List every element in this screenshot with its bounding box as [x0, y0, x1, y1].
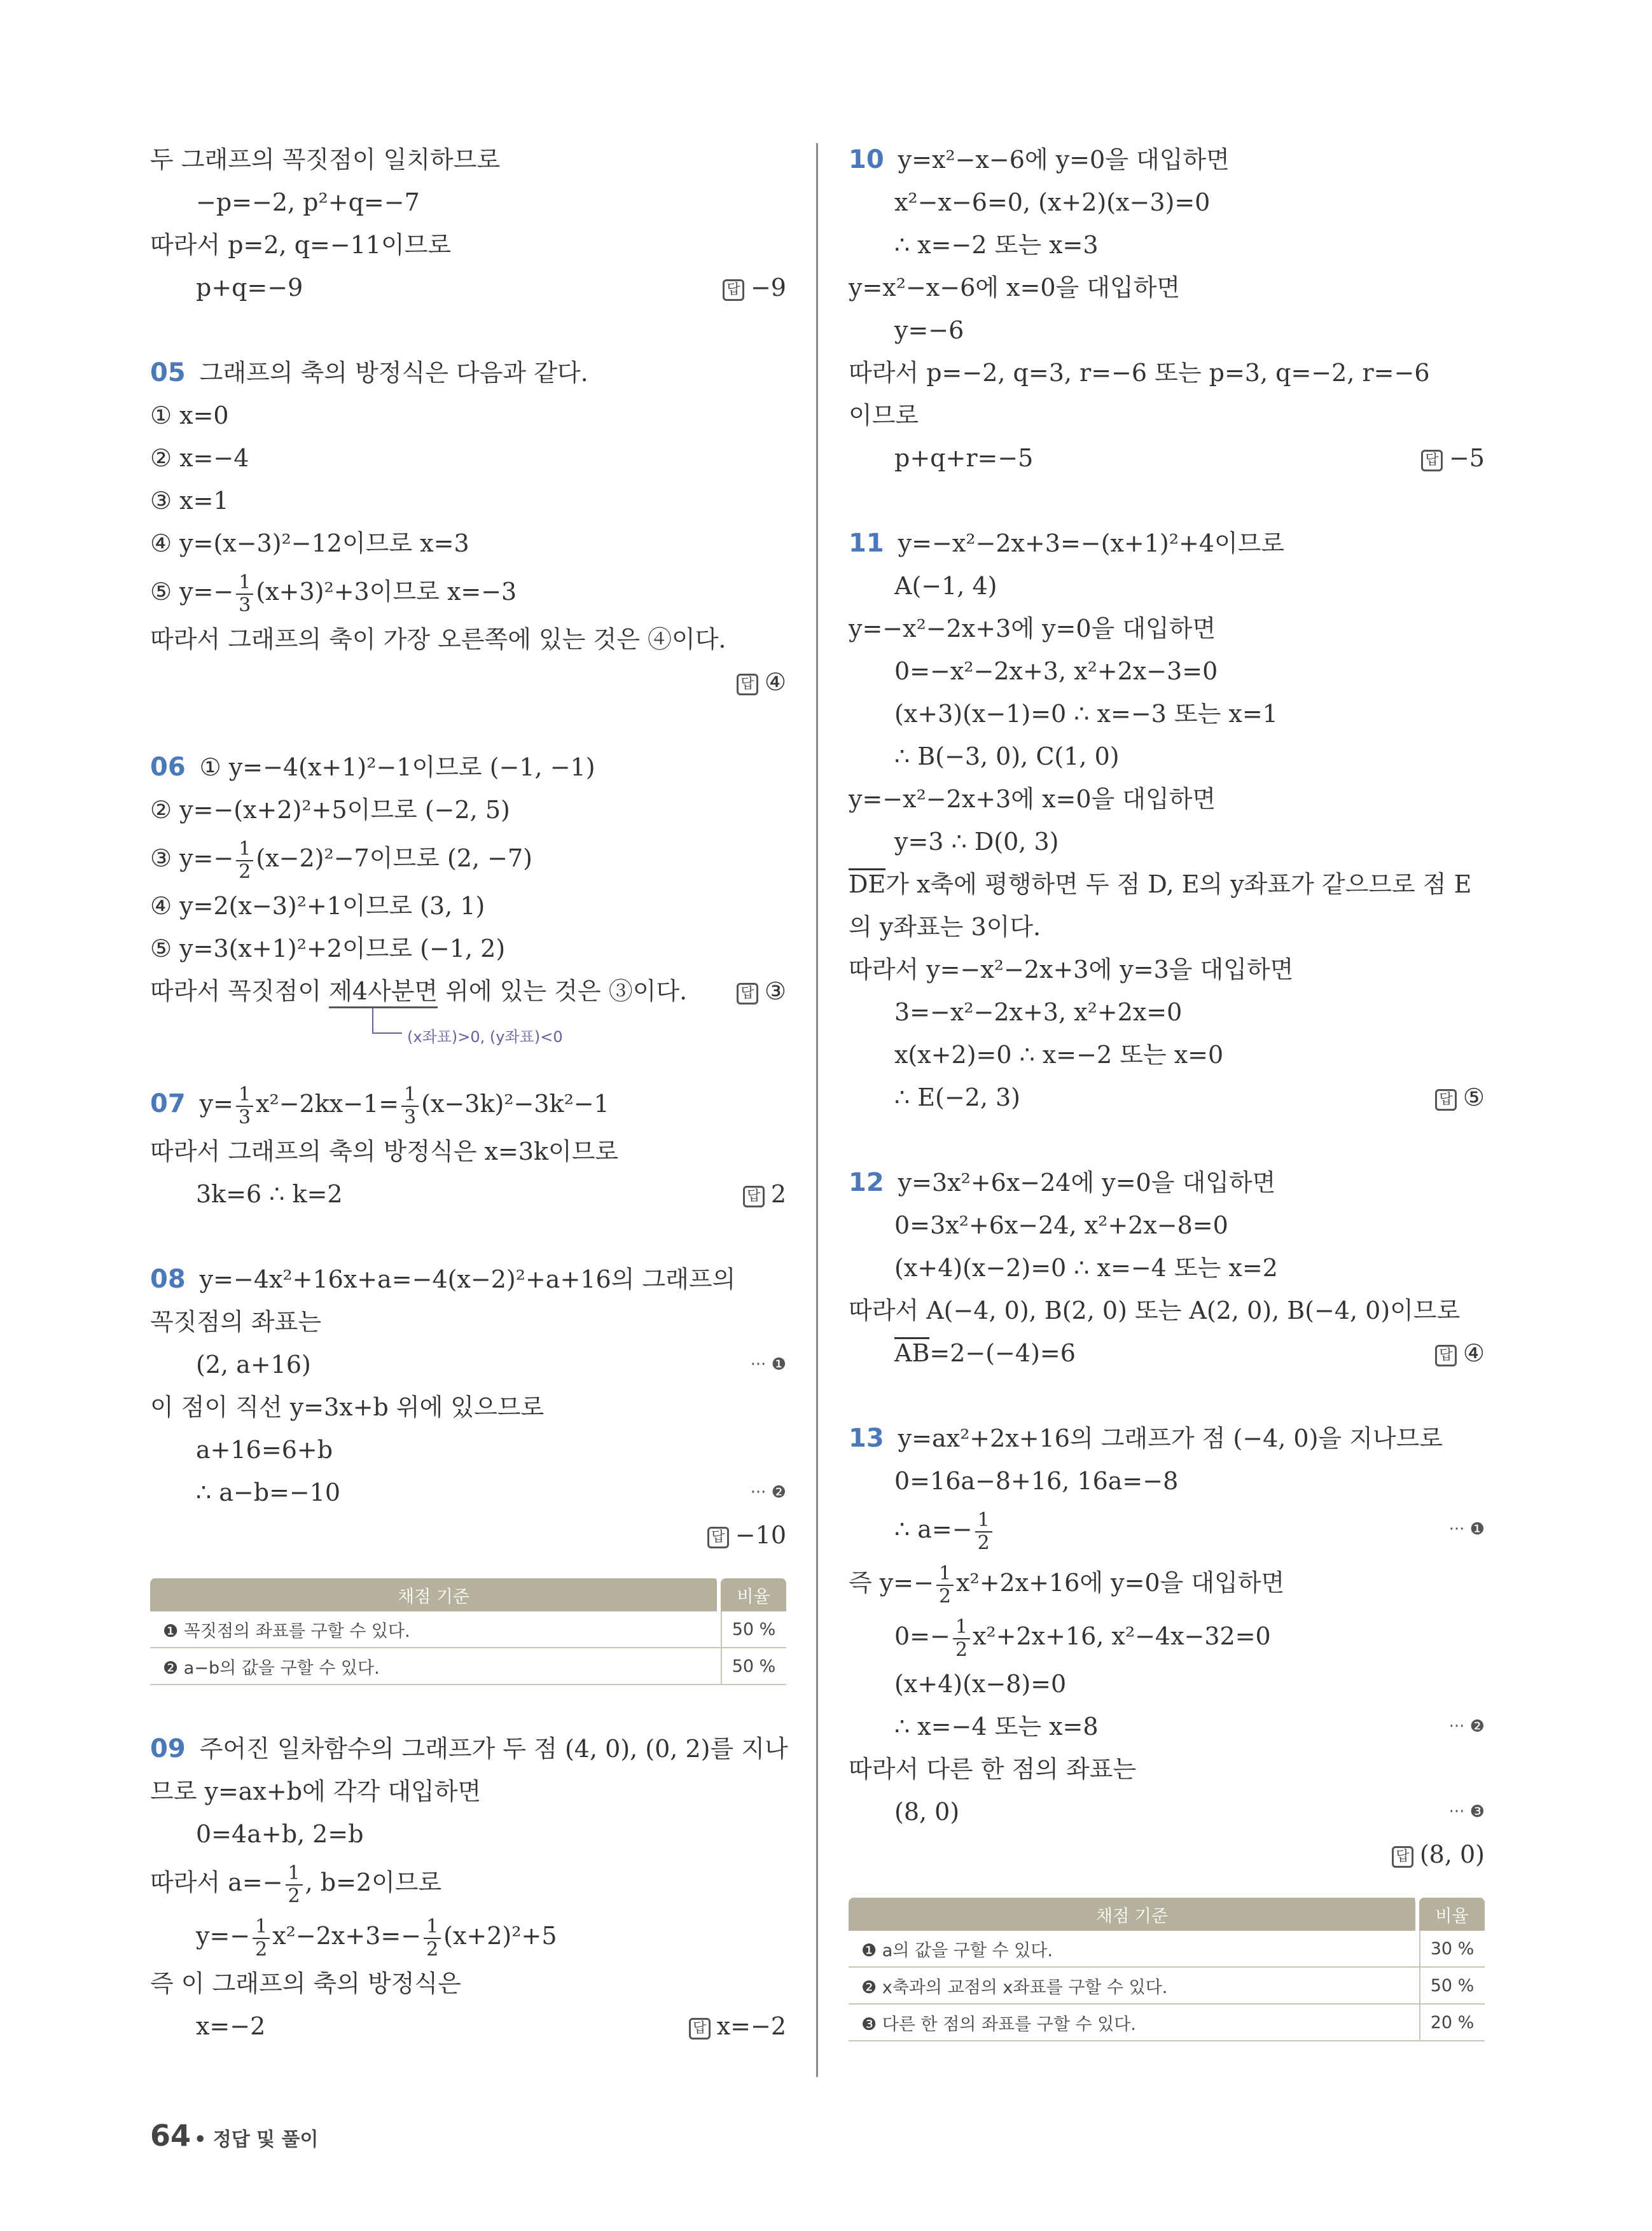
text: y=3x²+6x−24에 y=0을 대입하면: [898, 1169, 1276, 1197]
equation-line: [849, 1332, 1485, 1375]
equation-line: [849, 1609, 1485, 1663]
answer-mark-icon: 답: [737, 674, 758, 695]
column-divider: [816, 143, 818, 2077]
text: ∴ a=−: [894, 1515, 973, 1543]
problem-number: 05: [150, 358, 186, 387]
text-line: 따라서 p=−2, q=3, r=−6 또는 p=3, q=−2, r=−6: [849, 359, 1430, 387]
answer-mark-icon: 답: [737, 983, 758, 1004]
ratio: 50 %: [721, 1611, 786, 1648]
equation-line: y=−6: [894, 316, 964, 344]
fraction: [236, 572, 253, 616]
grading-table: [150, 1578, 786, 1685]
criterion: ❸ 다른 한 점의 좌표를 구할 수 있다.: [849, 2005, 1419, 2041]
answer: [743, 1173, 786, 1216]
fraction: [953, 1616, 970, 1661]
answer-value: −9: [750, 274, 786, 302]
answer-value: (8, 0): [1419, 1840, 1485, 1868]
text-line: y=−x²−2x+3에 y=0을 대입하면: [849, 615, 1216, 643]
problem-09: [150, 1728, 786, 1770]
answer-mark-icon: 답: [723, 279, 744, 301]
answer: [1392, 1833, 1485, 1876]
answer-value: x=−2: [716, 2012, 786, 2040]
text: (x+2)²+5: [443, 1922, 557, 1950]
text: x²−2kx−1=: [256, 1090, 399, 1118]
answer-mark-icon: 답: [707, 1527, 729, 1548]
answer: [723, 267, 786, 309]
text: 가 x축에 평행하면 두 점 D, E의 y좌표가 같으므로 점 E: [885, 870, 1472, 898]
criterion: ❶ 꼭짓점의 좌표를 구할 수 있다.: [150, 1611, 721, 1648]
problem-10: [849, 139, 1485, 181]
option-line: ④ y=2(x−3)²+1이므로 (3, 1): [150, 892, 485, 920]
ratio: 50 %: [1419, 1968, 1485, 2005]
option-line: ⑤ y=3(x+1)²+2이므로 (−1, 2): [150, 935, 506, 963]
problem-number: 09: [150, 1734, 186, 1763]
equation-text: (8, 0): [894, 1798, 960, 1826]
ratio-header: 비율: [1419, 1898, 1485, 1931]
numerator: 1: [424, 1916, 441, 1939]
equation-text: (2, a+16): [196, 1351, 311, 1379]
grading-header: 채점 기준: [150, 1578, 721, 1611]
criterion: ❷ x축과의 교점의 x좌표를 구할 수 있다.: [849, 1968, 1419, 2005]
fraction: [253, 1916, 270, 1961]
answer-value: ④: [764, 668, 786, 696]
equation-line: (x+4)(x−8)=0: [894, 1670, 1067, 1698]
text: ⑤ y=−: [150, 578, 234, 606]
table-row: [849, 1968, 1485, 2005]
option-line: ④ y=(x−3)²−12이므로 x=3: [150, 529, 469, 557]
equation-line: x²−x−6=0, (x+2)(x−3)=0: [894, 188, 1211, 216]
grading-table: [849, 1898, 1485, 2041]
step-marker: ··· ❷: [1448, 1717, 1485, 1736]
numerator: 1: [286, 1863, 303, 1886]
text: 따라서 a=−: [150, 1868, 283, 1896]
equation-line: a+16=6+b: [196, 1436, 333, 1464]
text: 주어진 일차함수의 그래프가 두 점 (4, 0), (0, 2)를 지나: [199, 1735, 788, 1763]
equation-line: [150, 1909, 786, 1963]
denominator: 2: [255, 1938, 268, 1961]
answer-mark-icon: 답: [1435, 1089, 1457, 1111]
option-line: ② y=−(x+2)²+5이므로 (−2, 5): [150, 796, 510, 824]
denominator: 2: [239, 860, 251, 883]
equation-line: [150, 267, 786, 309]
answer-line: [150, 661, 786, 704]
grading-header: 채점 기준: [849, 1898, 1419, 1931]
fraction: [286, 1863, 303, 1907]
equation-line: ∴ B(−3, 0), C(1, 0): [894, 742, 1120, 770]
answer: [707, 1514, 786, 1557]
text: (x−2)²−7이므로 (2, −7): [256, 844, 532, 872]
text: y=−x²−2x+3=−(x+1)²+4이므로: [898, 529, 1285, 557]
text: y=: [199, 1090, 233, 1118]
problem-number: 06: [150, 753, 186, 782]
numerator: 1: [953, 1616, 970, 1639]
answer: [737, 970, 786, 1013]
equation-text: ∴ x=−4 또는 x=8: [894, 1713, 1099, 1741]
denominator: 3: [239, 594, 251, 616]
text-line: 따라서 다른 한 점의 좌표는: [849, 1755, 1137, 1783]
equation-text: ∴ a−b=−10: [196, 1478, 341, 1506]
text: 즉 y=−: [849, 1569, 934, 1597]
footer-label: • 정답 및 풀이: [194, 2129, 319, 2151]
equation-text: 3k=6 ∴ k=2: [196, 1180, 343, 1208]
annotation-note: (x좌표)>0, (y좌표)<0: [407, 1028, 563, 1046]
fraction: [975, 1510, 992, 1554]
text: x²+2x+16에 y=0을 대입하면: [956, 1569, 1285, 1597]
criterion: ❷ a−b의 값을 구할 수 있다.: [150, 1648, 721, 1685]
text-line: 의 y좌표는 3이다.: [849, 913, 1041, 941]
answer-mark-icon: 답: [689, 2018, 711, 2040]
problem-number: 12: [849, 1168, 884, 1197]
table-row: [849, 1931, 1485, 1968]
option-line: [150, 565, 786, 618]
problem-08: [150, 1258, 786, 1301]
table-row: [849, 2005, 1485, 2041]
text: y=x²−x−6에 y=0을 대입하면: [898, 146, 1230, 174]
answer-value: −10: [735, 1521, 786, 1549]
answer: [737, 661, 786, 704]
text: y=−: [196, 1922, 251, 1950]
denominator: 2: [426, 1938, 439, 1961]
answer-value: ③: [764, 977, 786, 1005]
text-line: [849, 1556, 1485, 1609]
numerator: 1: [236, 1084, 253, 1107]
denominator: 3: [404, 1106, 417, 1129]
equation-line: (x+4)(x−2)=0 ∴ x=−4 또는 x=2: [894, 1254, 1278, 1282]
text-line: 즉 이 그래프의 축의 방정식은: [150, 1970, 461, 1998]
denominator: 2: [288, 1884, 300, 1907]
option-line: ③ x=1: [150, 487, 229, 515]
equation-line: A(−1, 4): [894, 572, 997, 600]
numerator: 1: [236, 838, 253, 861]
equation-line: 3=−x²−2x+3, x²+2x=0: [894, 998, 1183, 1026]
equation-line: 0=16a−8+16, 16a=−8: [894, 1467, 1179, 1495]
page-number: 64: [150, 2118, 191, 2153]
fraction: [236, 1084, 253, 1129]
option-line: [150, 831, 786, 885]
problem-number: 08: [150, 1265, 186, 1294]
note-bracket: [372, 1008, 402, 1034]
text: 위에 있는 것은 ③이다.: [438, 977, 688, 1005]
denominator: 2: [955, 1638, 968, 1661]
answer-line: [150, 1514, 786, 1557]
denominator: 2: [977, 1531, 990, 1554]
option-line: ② x=−4: [150, 444, 249, 472]
answer-value: 2: [770, 1180, 786, 1208]
text-line: 이므로: [849, 401, 919, 429]
text-line: 두 그래프의 꼭짓점이 일치하므로: [150, 146, 501, 174]
text: y=−4x²+16x+a=−4(x−2)²+a+16의 그래프의: [199, 1265, 736, 1293]
equation-line: ∴ x=−2 또는 x=3: [894, 231, 1099, 259]
step-marker: ··· ❸: [1448, 1802, 1485, 1821]
problem-12: [849, 1162, 1485, 1204]
equation-line: [849, 1503, 1485, 1556]
fraction: [936, 1563, 954, 1608]
problem-number: 13: [849, 1424, 884, 1453]
problem-06: [150, 746, 786, 789]
equation-line: [150, 1471, 786, 1514]
ratio: 20 %: [1419, 2005, 1485, 2041]
numerator: 1: [253, 1916, 270, 1939]
text: x²+2x+16, x²−4x−32=0: [972, 1622, 1271, 1650]
answer-mark-icon: 답: [1392, 1846, 1413, 1868]
text: 그래프의 축의 방정식은 다음과 같다.: [199, 359, 588, 387]
equation-text: p+q+r=−5: [894, 444, 1034, 472]
answer-value: ⑤: [1462, 1083, 1485, 1111]
problem-number: 10: [849, 145, 884, 174]
equation-line: (x+3)(x−1)=0 ∴ x=−3 또는 x=1: [894, 700, 1278, 728]
problem-11: [849, 522, 1485, 565]
equation-line: y=3 ∴ D(0, 3): [894, 828, 1059, 856]
answer-value: ④: [1462, 1339, 1485, 1367]
text-line: [849, 863, 1485, 906]
text: x²−2x+3=−: [272, 1922, 422, 1950]
equation-line: [849, 1791, 1485, 1833]
equation-line: [849, 437, 1485, 480]
text: (x−3k)²−3k²−1: [421, 1090, 609, 1118]
step-marker: ··· ❶: [1448, 1520, 1485, 1539]
numerator: 1: [236, 572, 253, 595]
problem-number: 07: [150, 1089, 186, 1118]
text-line: 따라서 그래프의 축이 가장 오른쪽에 있는 것은 ④이다.: [150, 625, 726, 653]
table-row: [150, 1611, 786, 1648]
step-marker: ··· ❷: [750, 1483, 786, 1502]
text: ③ y=−: [150, 844, 234, 872]
problem-number: 11: [849, 529, 884, 558]
answer-mark-icon: 답: [743, 1186, 765, 1207]
text-line: [150, 970, 786, 1013]
equation-line: [150, 1344, 786, 1386]
equation-line: 0=3x²+6x−24, x²+2x−8=0: [894, 1211, 1228, 1239]
text-line: [150, 1856, 786, 1909]
problem-07: [150, 1077, 786, 1130]
ratio: 50 %: [721, 1648, 786, 1685]
step-marker: ··· ❶: [750, 1355, 786, 1374]
equation-line: −p=−2, p²+q=−7: [196, 188, 420, 216]
text: 따라서 꼭짓점이: [150, 977, 330, 1005]
answer-value: −5: [1448, 444, 1485, 472]
text: ① y=−4(x+1)²−1이므로 (−1, −1): [199, 753, 595, 781]
overlined-segment: AB: [894, 1337, 929, 1367]
text: (x+3)²+3이므로 x=−3: [256, 578, 517, 606]
numerator: 1: [401, 1084, 419, 1107]
answer: [1421, 437, 1485, 480]
equation-line: [849, 1076, 1485, 1119]
problem-05: [150, 352, 786, 394]
equation-text: x=−2: [196, 2012, 266, 2040]
ratio-header: 비율: [721, 1578, 786, 1611]
numerator: 1: [936, 1563, 954, 1586]
text: 0=−: [894, 1622, 950, 1650]
text-line: 따라서 A(−4, 0), B(2, 0) 또는 A(2, 0), B(−4, 0)이므로: [849, 1296, 1461, 1324]
answer-line: [849, 1833, 1485, 1876]
text-line: 꼭짓점의 좌표는: [150, 1308, 322, 1336]
equation-text: p+q=−9: [196, 274, 303, 302]
left-column: [150, 139, 786, 2048]
criterion: ❶ a의 값을 구할 수 있다.: [849, 1931, 1419, 1968]
text: , b=2이므로: [305, 1868, 442, 1896]
text-line: y=−x²−2x+3에 x=0을 대입하면: [849, 785, 1216, 813]
denominator: 2: [938, 1585, 952, 1608]
text-line: y=x²−x−6에 x=0을 대입하면: [849, 274, 1181, 302]
text: y=ax²+2x+16의 그래프가 점 (−4, 0)을 지나므로: [898, 1424, 1443, 1452]
answer-mark-icon: 답: [1421, 450, 1443, 471]
text-line: 따라서 y=−x²−2x+3에 y=3을 대입하면: [849, 956, 1294, 983]
equation-line: 0=−x²−2x+3, x²+2x−3=0: [894, 657, 1218, 685]
text-line: 따라서 p=2, q=−11이므로: [150, 231, 452, 259]
text-line: 므로 y=ax+b에 각각 대입하면: [150, 1777, 482, 1805]
option-line: ① x=0: [150, 401, 229, 429]
denominator: 3: [238, 1106, 251, 1129]
right-column: [849, 139, 1485, 2041]
equation-line: x(x+2)=0 ∴ x=−2 또는 x=0: [894, 1041, 1224, 1069]
page-footer: [150, 2118, 319, 2153]
text-line: 이 점이 직선 y=3x+b 위에 있으므로: [150, 1393, 545, 1421]
overlined-segment: DE: [849, 868, 885, 898]
equation-line: [150, 1173, 786, 1216]
ratio: 30 %: [1419, 1931, 1485, 1968]
answer-mark-icon: 답: [1435, 1345, 1457, 1366]
table-row: [150, 1648, 786, 1685]
equation-line: [849, 1706, 1485, 1748]
fraction: [424, 1916, 441, 1961]
numerator: 1: [975, 1510, 992, 1533]
answer: [1435, 1076, 1485, 1119]
fraction: [401, 1084, 419, 1129]
problem-13: [849, 1417, 1485, 1460]
equation-text: ∴ E(−2, 3): [894, 1083, 1020, 1111]
equation-text: =2−(−4)=6: [929, 1339, 1076, 1367]
equation-line: [150, 2005, 786, 2048]
fraction: [236, 838, 253, 883]
text-line: 따라서 그래프의 축의 방정식은 x=3k이므로: [150, 1137, 619, 1165]
underlined-text: 제4사분면: [329, 977, 438, 1008]
equation-line: 0=4a+b, 2=b: [196, 1820, 364, 1848]
answer: [689, 2005, 786, 2048]
answer: [1435, 1332, 1485, 1375]
